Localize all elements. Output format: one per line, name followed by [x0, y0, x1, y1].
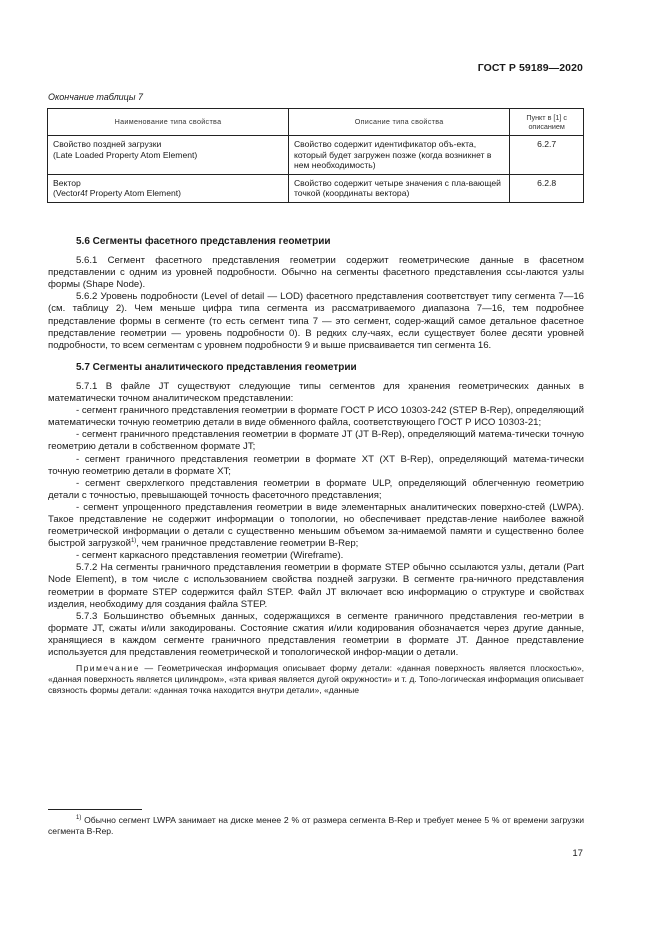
- list-item: - сегмент граничного представления геометрии в формате JT (JT B-Rep), определяющий матема-тически точную геометрию детали в собственном формате JT;: [48, 429, 584, 453]
- table-header-row: [48, 109, 584, 136]
- standard-code: ГОСТ Р 59189—2020: [477, 62, 583, 74]
- note-label: Примечание: [76, 663, 140, 674]
- paragraph-5-7-1: 5.7.1 В файле JT существуют следующие типы сегментов для хранения геометрических данных в математически точном аналитическом представлении:: [48, 380, 584, 405]
- property-name-en: (Vector4f Property Atom Element): [53, 188, 182, 199]
- section-heading-5-6: 5.6 Сегменты фасетного представления геометрии: [76, 236, 331, 247]
- lwpa-text-before: - сегмент упрощенного представления геометрии в виде элементарных аналитических поверхно-стей (LWPA). Такое представление не содержит информации о топологии, но обеспечивает представ-ление наиболее важной геометрической информации о детали с существенно меньшим объемом за-нимаемой памяти и существенно более быстрой загрузкой: [48, 501, 584, 550]
- table-cell-description: Свойство содержит четыре значения с пла-вающей точкой (координаты вектора): [288, 174, 509, 202]
- section-heading-5-7: 5.7 Сегменты аналитического представления геометрии: [76, 361, 357, 373]
- table-cell-name: [48, 174, 289, 202]
- page-number: 17: [572, 848, 583, 859]
- table-cell-name: [48, 136, 289, 175]
- note: [48, 663, 584, 696]
- note-text: — Геометрическая информация описывает форму детали: «данная поверхность является плоскостью», «данная поверхность является цилиндром», «эта кривая является дугой окружности» и т. д. Топо-логическая информация описывает связность формы детали: «данная точка находится внутри детали», «данные: [48, 663, 584, 696]
- footnote-reference: 1): [130, 537, 137, 544]
- paragraph-5-7-2: 5.7.2 На сегменты граничного представления геометрии в формате STEP обычно ссылаются узлы, детали (Part Node Element), в том числе с использованием свойства поздней загрузки. В сегменте гра-ничного представления геометрии в формате STEP содержится файл STEP. Файл JT включает всю информацию о структуре и свойствах изделия, необходиму для создания файла STEP.: [48, 562, 584, 610]
- table-cell-clause: 6.2.8: [510, 174, 584, 202]
- paragraph-5-7-3: 5.7.3 Большинство объемных данных, содержащихся в сегменте граничного представления гео-метрии в формате JT, сжаты и/или закодированы. Состояние сжатия и/или кодирования обозначается через другие данные, хранящиеся в каждом сегменте граничного представления геометрии в формате JT. Данное представление используется для представления геометрической и топологической инфор-мации о детали.: [48, 610, 584, 658]
- body-text: [48, 236, 584, 696]
- table-cell-clause: 6.2.7: [510, 136, 584, 175]
- table-row: [48, 136, 584, 175]
- list-item: - сегмент граничного представления геометрии в формате XT (XT B-Rep), определяющий матема-тически точную геометрию детали в формате XT;: [48, 453, 584, 477]
- property-name-ru: Вектор: [53, 177, 81, 188]
- footnote: [48, 815, 584, 837]
- footnote-text: Обычно сегмент LWPA занимает на диске менее 2 % от размера сегмента B-Rep и требует менее 5 % от времени загрузки сегмента B-Rep.: [48, 815, 584, 836]
- header-clause-reference: Пункт в [1] с описанием: [510, 109, 584, 136]
- property-types-table: [47, 108, 584, 203]
- paragraph-5-6-1: 5.6.1 Сегмент фасетного представления геометрии содержит геометрические данные в фасетном представлении с одним из уровней подробности. Обычно на сегменты фасетного представления ссы-лаются узлы формы (Shape Node).: [48, 255, 584, 291]
- header-property-name: Наименование типа свойства: [48, 109, 289, 136]
- property-name-ru: Свойство поздней загрузки: [53, 139, 162, 149]
- list-item: - сегмент каркасного представления геометрии (Wireframe).: [76, 550, 344, 562]
- header-property-description: Описание типа свойства: [288, 109, 509, 136]
- table-continuation-caption: Окончание таблицы 7: [48, 92, 143, 102]
- table-row: [48, 174, 584, 202]
- footnote-divider: [48, 809, 142, 810]
- list-item: - сегмент граничного представления геометрии в формате ГОСТ Р ИСО 10303-242 (STEP B-Rep), определяющий математически точную геометрию детали в виде обменного файла, соответствующего ГОСТ Р ИСО 10303-21;: [48, 405, 584, 429]
- paragraph-5-6-2: 5.6.2 Уровень подробности (Level of detail — LOD) фасетного представления соответствует типу сегмента 7—16 (см. таблицу 2). Чем меньше цифра типа сегмента из рассматриваемого диапазона 7—16, тем подробнее представление формы в сегменте (то есть сегмент типа 7 — это сегмент, содер-жащий самое детальное фасетное представление геометрии — уровень подробности 0). В редких слу-чаях, если существует более десяти уровней подробности, то всем сегментам с уровнем подробности 9 и выше присваивается тип сегмента 16.: [48, 291, 584, 351]
- list-item: - сегмент сверхлегкого представления геометрии в формате ULP, определяющий облегченную геометрию детали с точностью, превышающей точность фасеточного представления;: [48, 477, 584, 501]
- table-cell-description: Свойство содержит идентификатор объ-екта, который будет загружен позже (когда возникнет в нем необходимость): [288, 136, 509, 175]
- list-item-lwpa: [48, 502, 584, 550]
- property-name-en: (Late Loaded Property Atom Element): [53, 149, 198, 160]
- lwpa-text-after: , чем граничное представление геометрии B-Rep;: [136, 538, 359, 550]
- footnote-marker: 1): [76, 815, 82, 822]
